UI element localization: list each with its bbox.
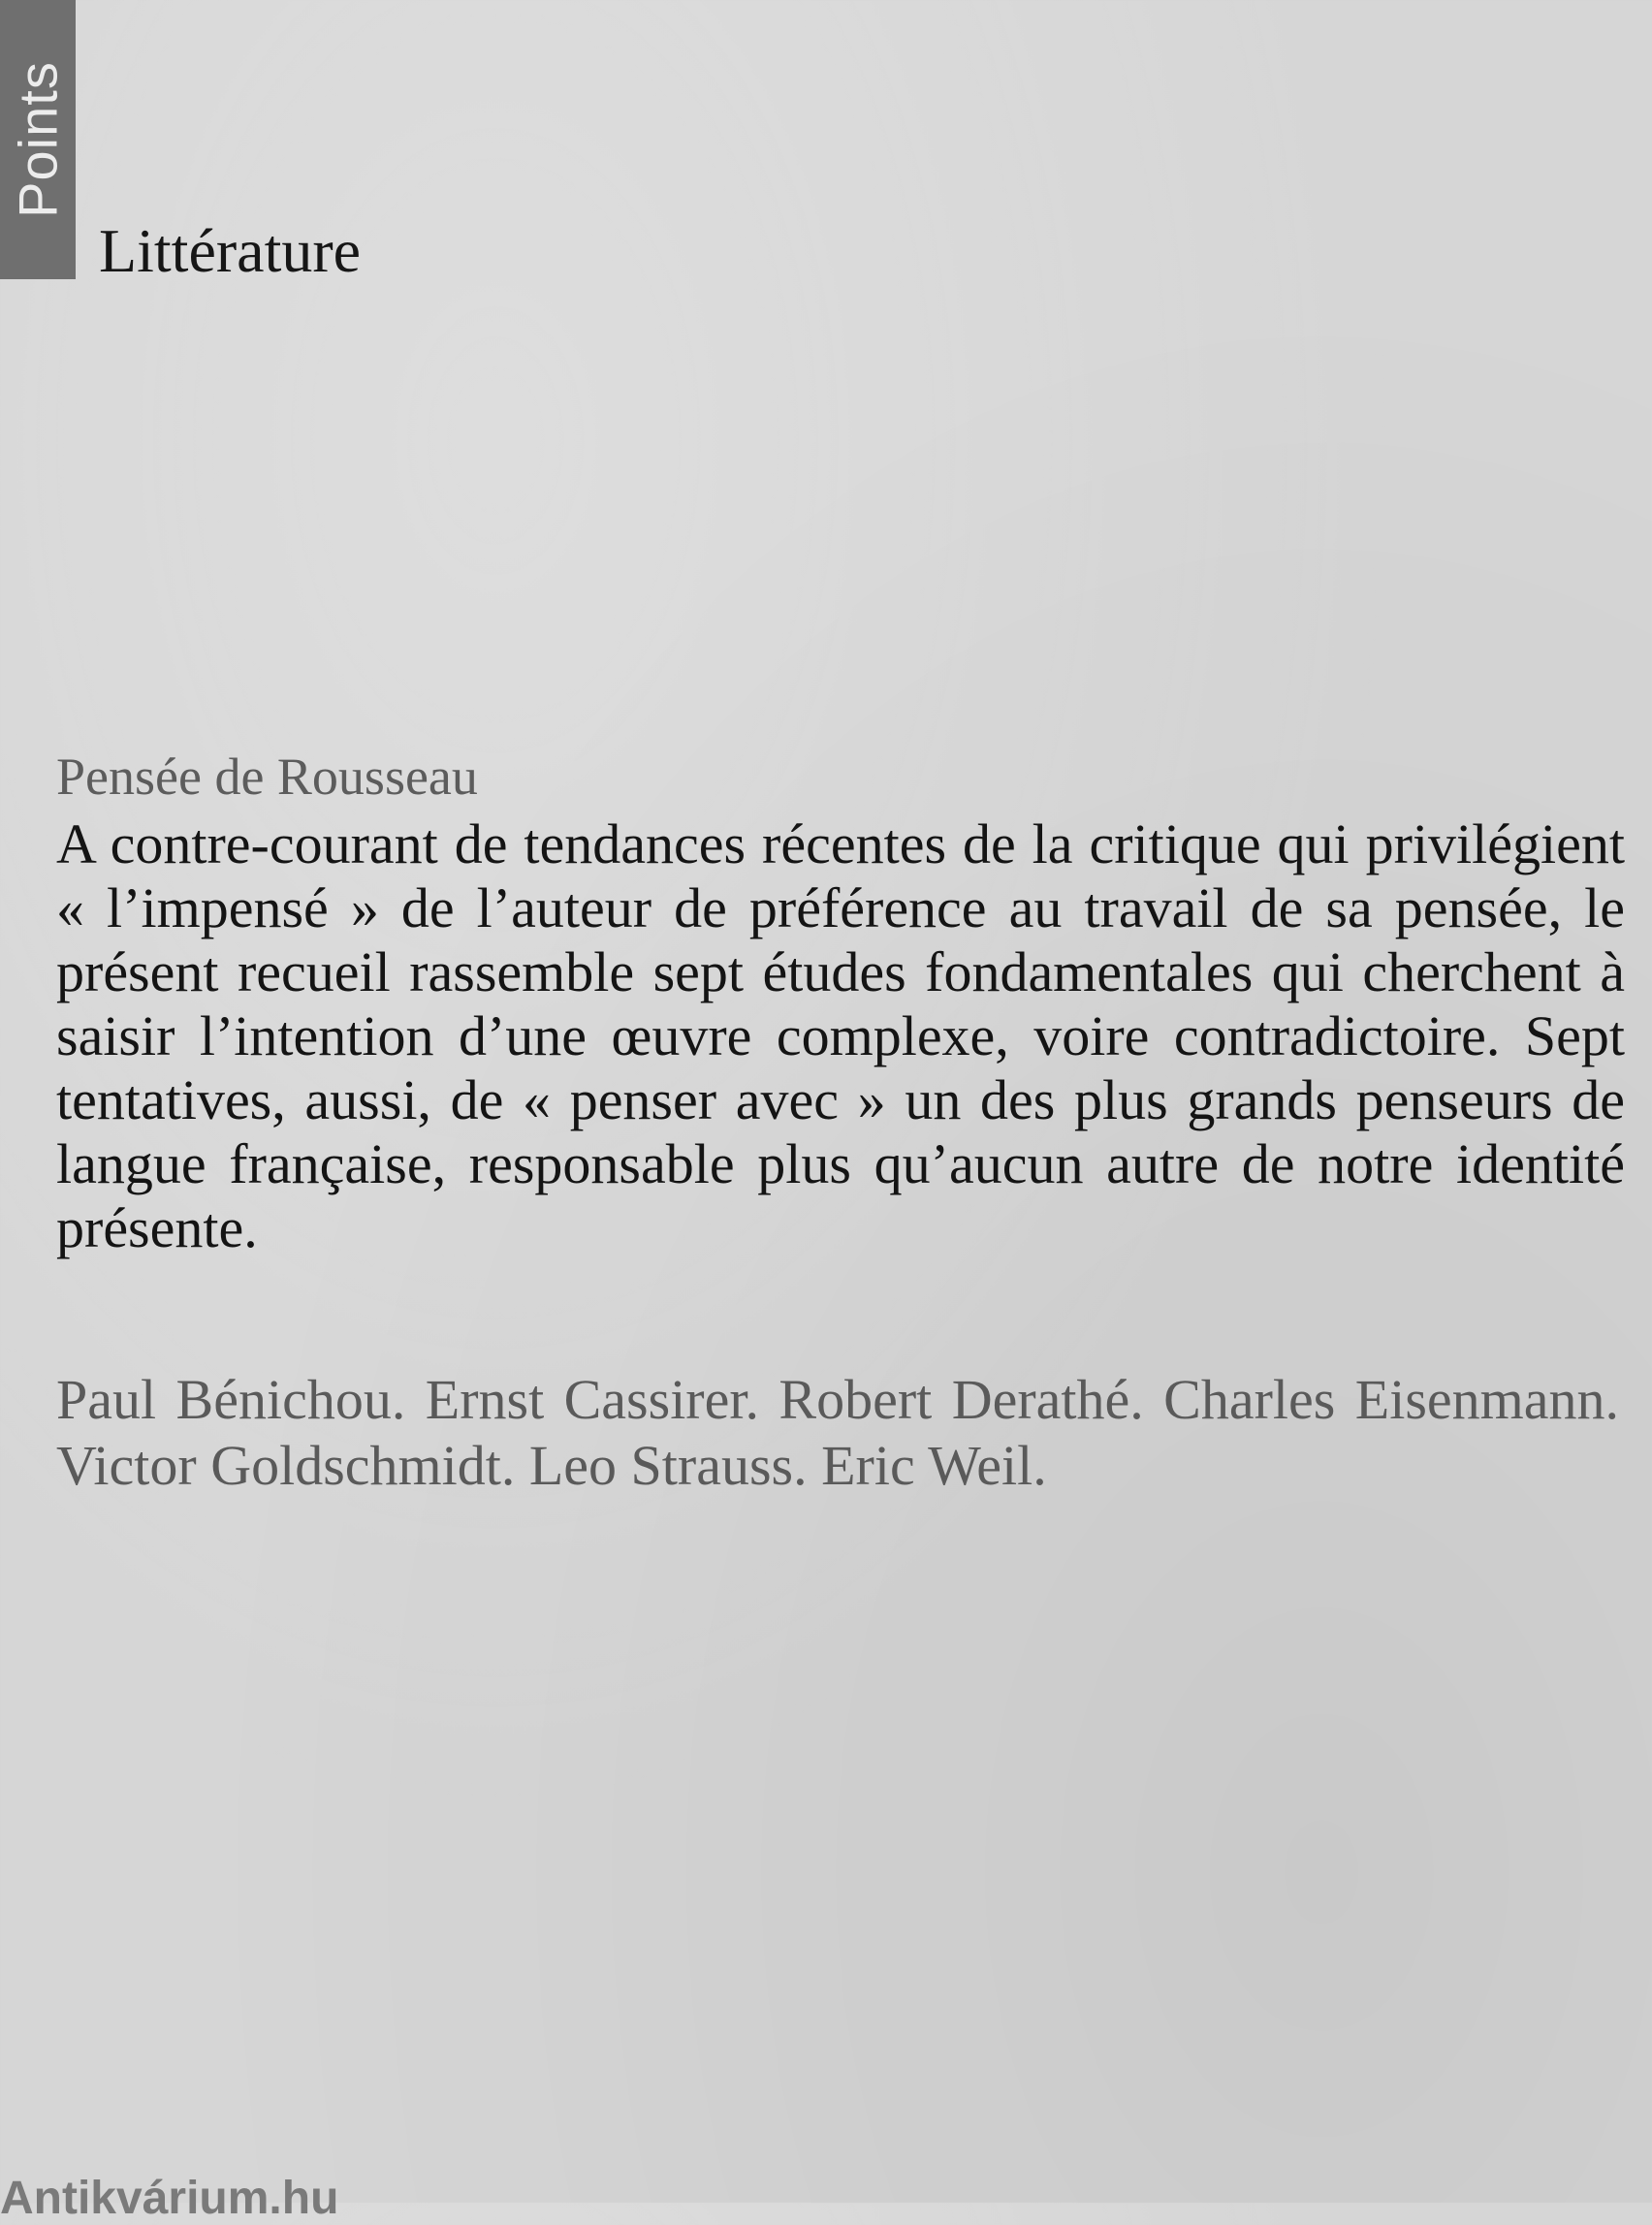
collection-label: Littérature — [99, 216, 362, 285]
series-tab-label: Points — [7, 61, 69, 218]
blurb-paragraph: A contre-courant de tendances récentes de la critique qui privilégient « l’impensé » de l’auteur de préférence au travail de sa pensée, le présent recueil rassemble sept études fondamentales qui cherchent à saisir l’intention d’une œuvre complexe, voire contradictoire. Sept tentatives, aussi, de « penser avec » un des plus grands penseurs de langue française, responsable plus qu’aucun autre de notre identité présente. — [56, 812, 1625, 1259]
book-title: Pensée de Rousseau — [56, 747, 478, 806]
series-tab — [0, 0, 76, 279]
contributors-list: Paul Bénichou. Ernst Cassirer. Robert Derathé. Charles Eisenmann. Victor Goldschmidt. Leo Strauss. Eric Weil. — [56, 1368, 1619, 1497]
watermark: Antikvárium.hu — [0, 2173, 339, 2224]
